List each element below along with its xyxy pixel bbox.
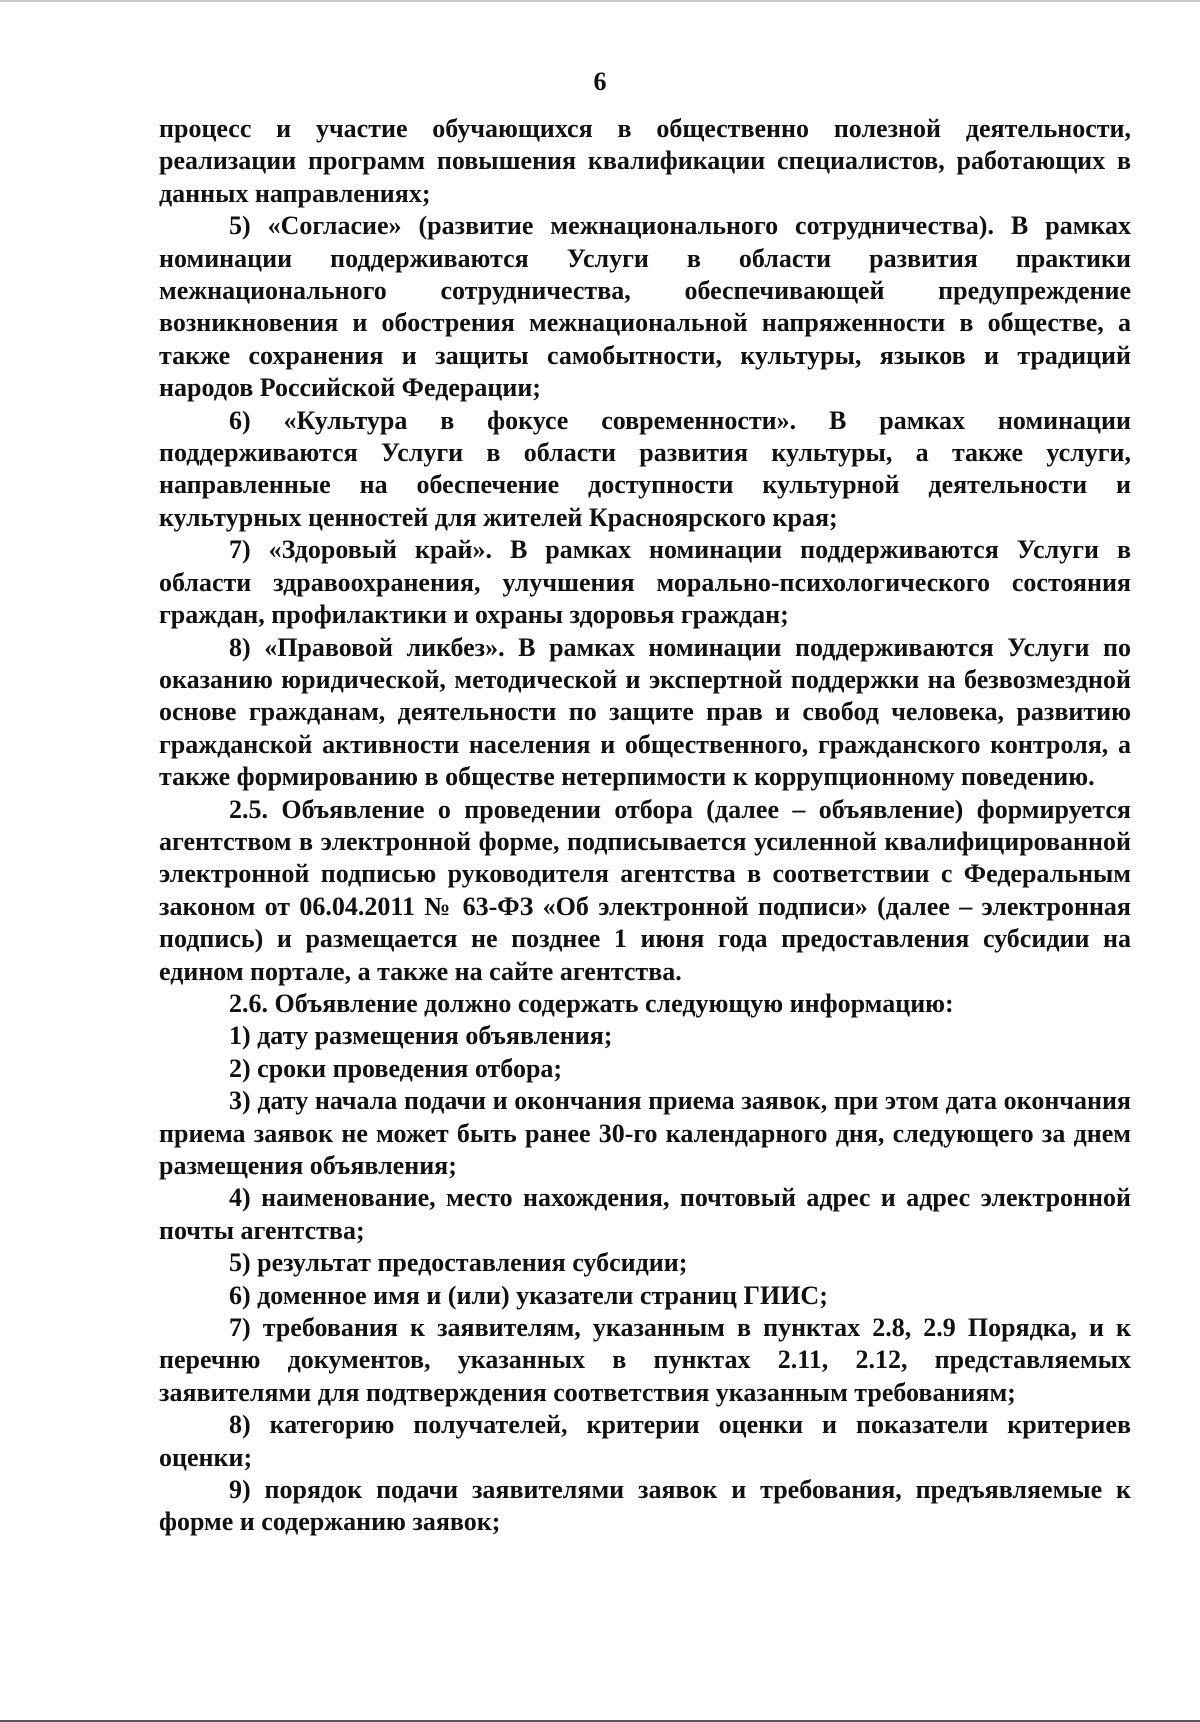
paragraph-item-7-zdorovyi-krai: 7) «Здоровый край». В рамках номинации поддерживаются Услуги в области здравоохранения, улучшения морально-психологического состояния граждан, профилактики и охраны здоровья граждан; [159, 535, 1131, 630]
scan-edge-top [0, 0, 1200, 4]
paragraph-section-2-5: 2.5. Объявление о проведении отбора (далее – объявление) формируется агентством в электронной форме, подписывается усиленной квалифицированной электронной подписью руководителя агентства в соответствии с Федеральным законом от 06.04.2011 № 63-ФЗ «Об электронной подписи» (далее – электронная подпись) и размещается не позднее 1 июня года предоставления субсидии на едином портале, а также на сайте агентства. [159, 794, 1131, 986]
paragraph-section-2-6: 2.6. Объявление должно содержать следующую информацию: [229, 988, 954, 1018]
paragraph-item-5-soglasie: 5) «Согласие» (развитие межнационального сотрудничества). В рамках номинации поддерживаются Услуги в области развития практики межнационального сотрудничества, обеспечивающей предупреждение возникновения и обострения межнациональной напряженности в обществе, а также сохранения и защиты самобытности, культуры, языков и традиций народов Российской Федерации; [159, 211, 1131, 403]
paragraph-item-6-kultura: 6) «Культура в фокусе современности». В рамках номинации поддерживаются Услуги в области развития культуры, а также услуги, направленные на обеспечение доступности культурной деятельности и культурных ценностей для жителей Красноярского края; [159, 405, 1131, 532]
paragraph-continuation: процесс и участие обучающихся в общественно полезной деятельности, реализации программ повышения квалификации специалистов, работающих в данных направлениях; [159, 114, 1131, 208]
paragraph-list-item-3: 3) дату начала подачи и окончания приема заявок, при этом дата окончания приема заявок не может быть ранее 30-го календарного дня, следующего за днем размещения объявления; [159, 1086, 1131, 1180]
scan-edge-bottom [0, 1718, 1200, 1722]
paragraph-list-item-5: 5) результат предоставления субсидии; [229, 1248, 688, 1278]
document-body [159, 113, 1131, 1539]
paragraph-list-item-9: 9) порядок подачи заявителями заявок и требования, предъявляемые к форме и содержанию заявок; [159, 1475, 1131, 1537]
paragraph-list-item-6: 6) доменное имя и (или) указатели страниц ГИИС; [229, 1280, 828, 1310]
paragraph-list-item-2: 2) сроки проведения отбора; [229, 1053, 563, 1083]
paragraph-list-item-8: 8) категорию получателей, критерии оценки и показатели критериев оценки; [159, 1410, 1131, 1472]
paragraph-list-item-7: 7) требования к заявителям, указанным в пунктах 2.8, 2.9 Порядка, и к перечню документов, указанных в пунктах 2.11, 2.12, представляемых заявителями для подтверждения соответствия указанным требованиям; [159, 1313, 1131, 1407]
paragraph-list-item-4: 4) наименование, место нахождения, почтовый адрес и адрес электронной почты агентства; [159, 1183, 1131, 1245]
paragraph-item-8-pravovoi-likbez: 8) «Правовой ликбез». В рамках номинации поддерживаются Услуги по оказанию юридической, методической и экспертной поддержки на безвозмездной основе гражданам, деятельности по защите прав и свобод человека, развитию гражданской активности населения и общественного, гражданского контроля, а также формированию в обществе нетерпимости к коррупционному поведению. [159, 632, 1131, 792]
page-number: 6 [593, 67, 607, 96]
paragraph-list-item-1: 1) дату размещения объявления; [229, 1021, 613, 1051]
